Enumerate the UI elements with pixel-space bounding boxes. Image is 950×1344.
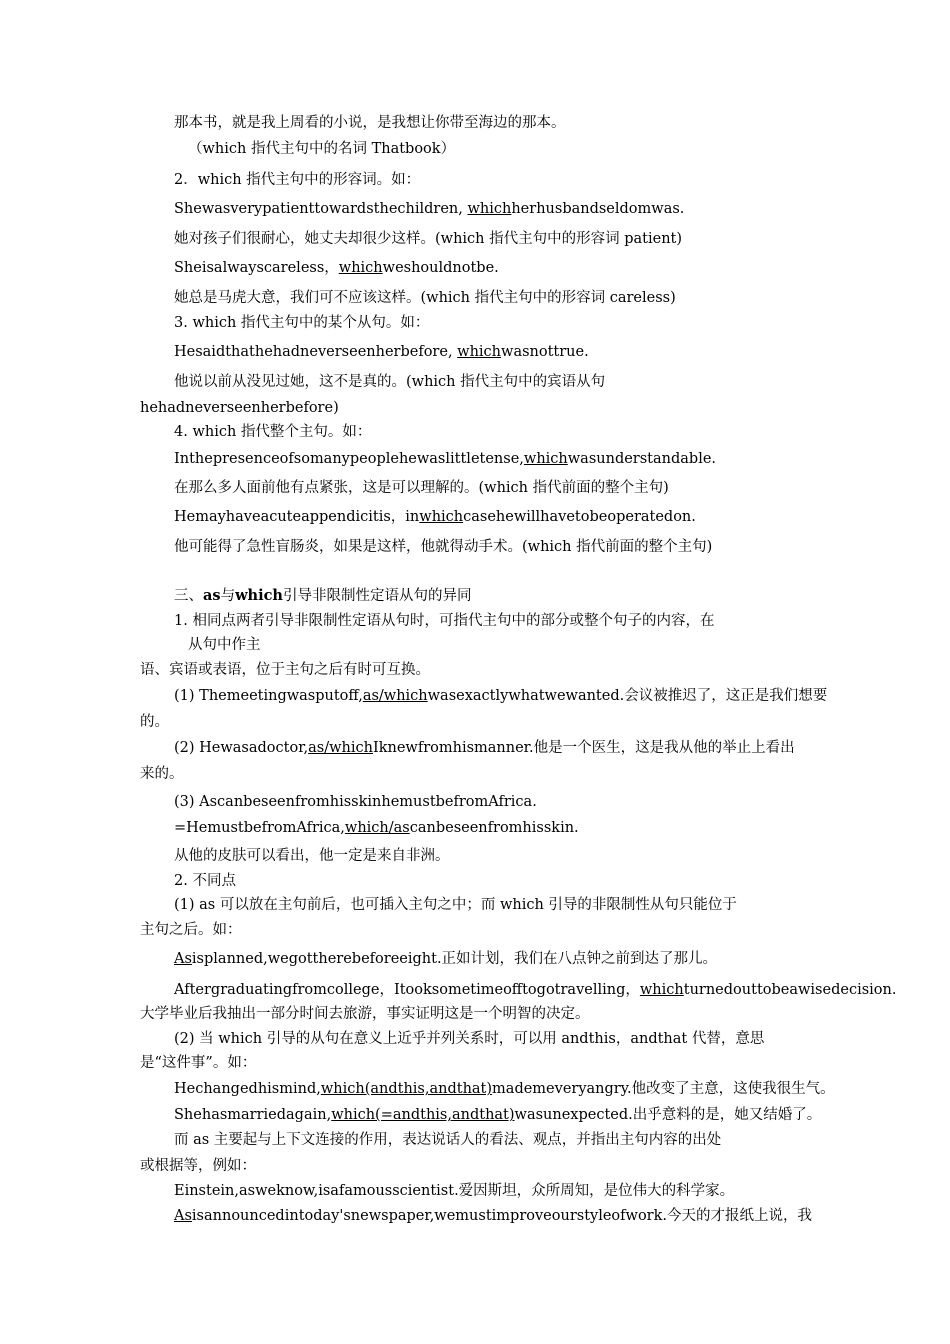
text-line: (3) AscanbeseenfromhisskinhemustbefromAfrica. (174, 794, 537, 810)
text-line: 那本书，就是我上周看的小说，是我想让你带至海边的那本。 (174, 115, 566, 131)
text-line: 她对孩子们很耐心，她丈夫却很少这样。(which 指代主句中的形容词 patient) (174, 231, 683, 247)
text-line: 2．which 指代主句中的形容词。如： (174, 172, 421, 188)
text-line: 1. 相同点两者引导非限制性定语从句时，可指代主句中的部分或整个句子的内容，在 (174, 613, 715, 629)
text-line: 而 as 主要起与上下文连接的作用，表达说话人的看法、观点，并指出主句内容的出处 (174, 1132, 722, 1148)
text-line: 她总是马虎大意，我们可不应该这样。(which 指代主句中的形容词 careless) (174, 290, 676, 306)
text-line: 或根据等，例如： (140, 1158, 256, 1174)
text-line: （which 指代主句中的名词 Thatbook） (188, 141, 456, 157)
text-line: 在那么多人面前他有点紧张，这是可以理解的。(which 指代前面的整个主句) (174, 480, 669, 496)
text-line: 从句中作主 (188, 637, 261, 653)
example-sentence: (2) Hewasadoctor,as/whichIknewfromhismanner.他是一个医生，这是我从他的举止上看出 (174, 740, 795, 756)
text-line: 来的。 (140, 766, 184, 782)
example-sentence: Aftergraduatingfromcollege，Itooksometimeofftogotravelling，whichturnedouttobeawisedecision. (174, 982, 897, 998)
text-line: 3. which 指代主句中的某个从句。如： (174, 315, 430, 331)
example-sentence: Asisplanned,wegottherebeforeeight.正如计划，我们在八点钟之前到达了那儿。 (174, 951, 718, 967)
text-line: 2. 不同点 (174, 873, 236, 889)
text-line: (2) 当 which 引导的从句在意义上近乎并列关系时，可以用 andthis，andthat 代替，意思 (174, 1031, 765, 1047)
example-sentence: Hesaidthathehadneverseenherbefore, whichwasnottrue. (174, 344, 589, 360)
text-line: 大学毕业后我抽出一部分时间去旅游，事实证明这是一个明智的决定。 (140, 1006, 590, 1022)
example-sentence: Hechangedhismind,which(andthis,andthat)mademeveryangry.他改变了主意，这使我很生气。 (174, 1081, 835, 1097)
text-line: 是“这件事”。如： (140, 1055, 257, 1071)
text-line: 的。 (140, 714, 169, 730)
text-line: 主句之后。如： (140, 922, 242, 938)
section-heading: 三、as与which引导非限制性定语从句的异同 (174, 587, 472, 604)
example-sentence: Hemayhaveacuteappendicitis，inwhichcasehewillhavetobeoperatedon. (174, 509, 696, 525)
example-sentence: Sheisalwayscareless，whichweshouldnotbe. (174, 260, 499, 276)
text-line: 从他的皮肤可以看出，他一定是来自非洲。 (174, 848, 450, 864)
text-line: 4. which 指代整个主句。如： (174, 424, 372, 440)
example-sentence: Asisannouncedintoday'snewspaper,wemustimproveourstyleofwork.今天的才报纸上说，我 (174, 1208, 812, 1224)
text-line: 他说以前从没见过她，这不是真的。(which 指代主句中的宾语从句 (174, 374, 606, 390)
text-line: (1) as 可以放在主句前后，也可插入主句之中；而 which 引导的非限制性从句只能位于 (174, 897, 737, 913)
example-sentence: =HemustbefromAfrica,which/ascanbeseenfromhisskin. (174, 820, 579, 836)
text-line: 语、宾语或表语，位于主句之后有时可互换。 (140, 662, 430, 678)
example-sentence: Shewasverypatienttowardsthechildren, whichherhusbandseldomwas. (174, 201, 685, 217)
example-sentence: (1) Themeetingwasputoff,as/whichwasexactlywhatwewanted.会议被推迟了，这正是我们想要 (174, 688, 828, 704)
text-line: Einstein,asweknow,isafamousscientist.爱因斯坦，众所周知，是位伟大的科学家。 (174, 1183, 735, 1199)
text-line: hehadneverseenherbefore) (140, 400, 339, 416)
text-line: 他可能得了急性盲肠炎，如果是这样，他就得动手术。(which 指代前面的整个主句) (174, 539, 713, 555)
example-sentence: Inthepresenceofsomanypeoplehewaslittletense,whichwasunderstandable. (174, 451, 717, 467)
example-sentence: Shehasmarriedagain,which(=andthis,andthat)wasunexpected.出乎意料的是，她又结婚了。 (174, 1107, 822, 1123)
